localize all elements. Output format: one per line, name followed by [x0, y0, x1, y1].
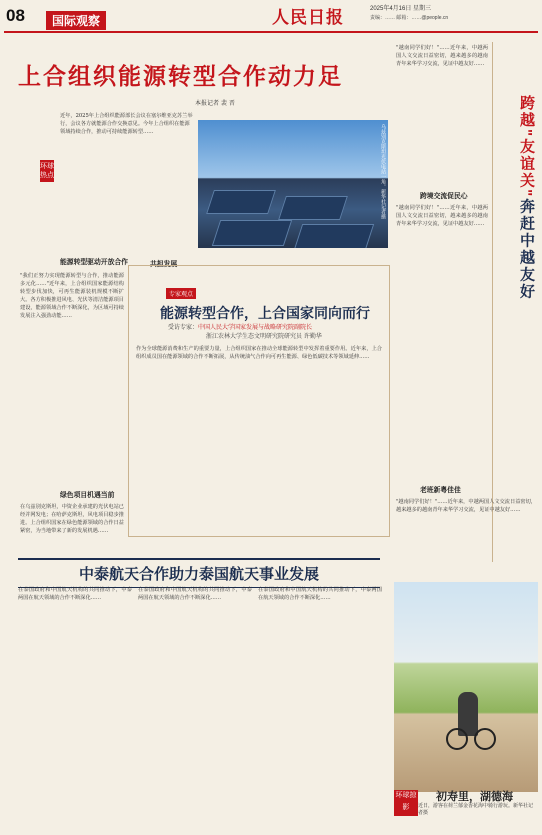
page-header [0, 0, 542, 40]
photo-feature-tag: 环球掠影 [394, 790, 418, 816]
right-headline-a: 跨越"友谊关" [518, 95, 535, 199]
hot-topic-tag: 环球热点 [40, 160, 54, 182]
solar-farm-photo[interactable] [198, 120, 388, 248]
right-headline[interactable] [497, 95, 537, 300]
page-number: 08 [6, 6, 25, 25]
solar-panel [206, 190, 276, 214]
article1-body-2: 在乌兹别克斯坦，中资企业承建的光伏电站已经并网发电；在哈萨克斯坦，风电项目稳步推进。上合组织国家在绿色能源领域的合作日益紧密，为当地带来了新的发展机遇…… [20, 504, 124, 535]
bicycle-wheel [474, 728, 496, 750]
photo-feature-title: 初寿里，湖德海 [436, 791, 513, 803]
expert-tag: 专家观点 [166, 288, 196, 299]
right-body: "越南同学们好！"……近年来，中越两国人文交流日益密切，越来越多的越南青年来华学习交流，见证中越友好…… [396, 205, 488, 228]
right-body-top: "越南同学们好！"……近年来，中越两国人文交流日益密切，越来越多的越南青年来华学习交流，见证中越友好…… [396, 45, 488, 68]
subhead-2: 绿色项目机遇当前 [60, 491, 115, 499]
solar-panel [212, 220, 292, 246]
article3-col-3: 在泰国政府和中国航天机构的共同推动下，中泰两国在航天领域的合作不断深化…… [258, 587, 382, 602]
byline: 本报记者 裴 晋 [195, 100, 235, 107]
guest-label: 受访专家： [168, 324, 199, 331]
tulip-field-photo[interactable] [394, 582, 538, 792]
section-title: 国际观察 [46, 11, 106, 30]
article2-body: 作为全球能源消费和生产的重要力量，上合组织国家在推动全球能源转型中发挥着重要作用。近年来，上合组织成员国在能源领域的合作不断拓展，从传统油气合作向可再生能源、绿色低碳技术等领域延伸…… [136, 346, 382, 361]
guest-line [168, 322, 312, 331]
photo-feature-caption: 近日，游客在荷兰郁金香花海中骑行游玩。新华社记者摄 [418, 803, 534, 816]
date-line: 2025年4月16日 星期三 [370, 6, 432, 12]
headline-main[interactable]: 上合组织能源转型合作动力足 [18, 63, 343, 89]
subhead-1: 能源转型驱动开放合作 [60, 258, 128, 266]
bicycle-wheel [446, 728, 468, 750]
editor-line: 责编：…… 邮箱：……@people.cn [370, 15, 449, 21]
right-subhead-2: 老班新粤佳佳 [420, 486, 461, 494]
right-headline-b: 奔赶中越友好 [518, 198, 535, 301]
headline-3[interactable]: 中泰航天合作助力泰国航天事业发展 [18, 558, 380, 588]
article3-col-2: 在泰国政府和中国航天机构的共同推动下，中泰两国在航天领域的合作不断深化…… [138, 587, 252, 602]
right-body-2: "越南同学们好！"……近年来，中越两国人文交流日益密切，越来越多的越南青年来华学习交流，见证中越友好…… [396, 499, 536, 514]
column-divider [492, 42, 493, 562]
guest-name: 中国人民大学国家发展与战略研究院副院长 [198, 324, 313, 331]
headline-2[interactable]: 能源转型合作，上合国家同向而行 [160, 305, 370, 321]
article1-lead: 近年，2025年上合组织能源部长会议在塞尔维亚克苏兰举行，会议各方就能源合作交换意见。今年上合组织在能源领域持续合作，推动可持续能源转型…… [60, 113, 193, 136]
article3-col-1: 在泰国政府和中国航天机构的共同推动下，中泰两国在航天领域的合作不断深化…… [18, 587, 132, 602]
subhead-3: 共担发展 [150, 260, 178, 268]
article1-body-1: "我们正努力实现能源转型与合作，推动能源多元化……"近年来，上合组织国家能源结构转型步伐加快，可再生能源装机规模不断扩大。各方积极推进风电、光伏等清洁能源项目建设，能源领域合作不断深化，为区域可持续发展注入强劲动能…… [20, 273, 124, 320]
solar-panel [294, 224, 374, 248]
guest-title: 浙江农林大学生态文明研究院研究员 许勤华 [206, 333, 322, 340]
photo-caption: 乌兹别克斯坦光伏电站一角。新华社记者摄 [380, 124, 386, 219]
solar-panel [278, 196, 348, 220]
right-subhead: 跨境交流促民心 [420, 192, 468, 200]
newspaper-logo: 人民日报 [272, 8, 344, 27]
header-rule [4, 31, 538, 33]
